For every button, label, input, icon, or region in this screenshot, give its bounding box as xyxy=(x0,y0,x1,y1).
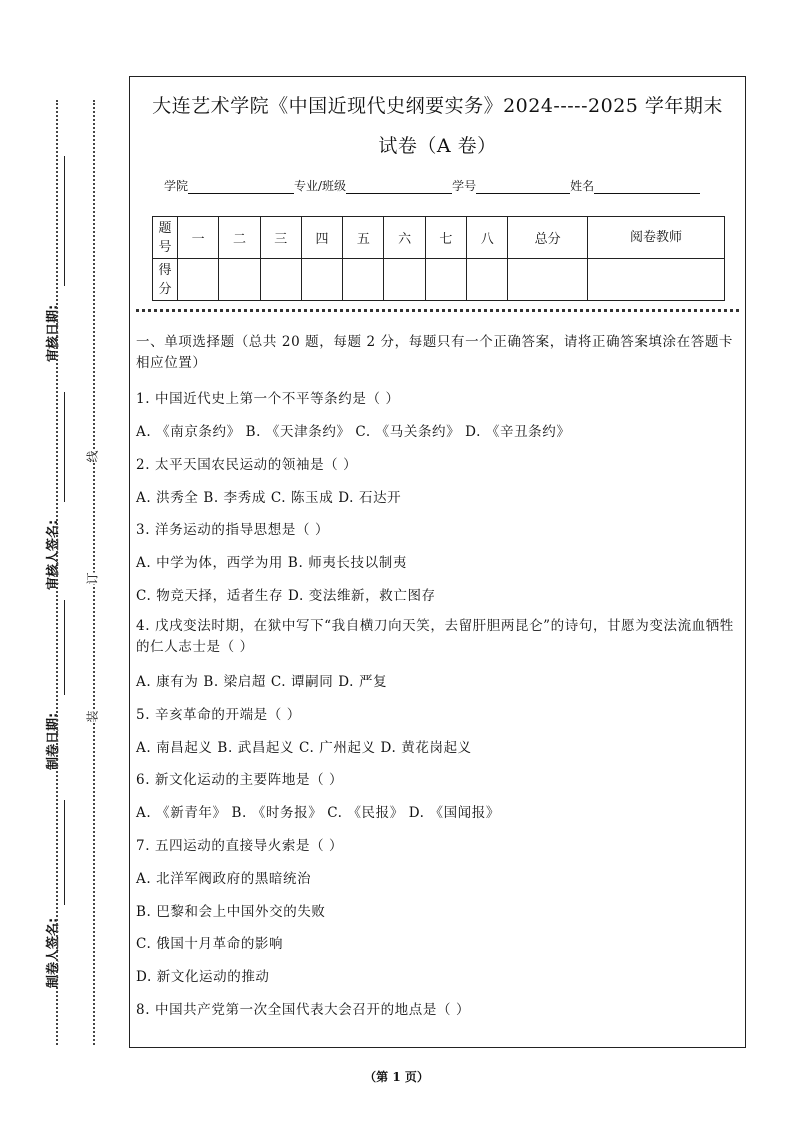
reviewer-date-label: 审核日期: xyxy=(46,304,61,362)
score-header-cell: 题号 xyxy=(153,217,178,259)
question-3-options-2: C. 物竞天择，适者生存 D. 变法维新，救亡图存 xyxy=(136,588,436,604)
score-table xyxy=(152,216,725,301)
field-name-blank[interactable] xyxy=(594,181,700,194)
reviewer-date-line xyxy=(64,156,65,286)
score-header-row xyxy=(153,217,725,259)
field-id-blank[interactable] xyxy=(476,181,570,194)
maker-sign-line xyxy=(64,800,65,905)
bind-word-line: 线 xyxy=(82,450,103,462)
reviewer-sign-label: 审核人签名: xyxy=(46,519,61,590)
field-college-blank[interactable] xyxy=(188,181,294,194)
outer-dotted-line xyxy=(56,100,58,1045)
score-cell[interactable] xyxy=(260,259,301,301)
field-name-label: 姓名 xyxy=(570,179,595,193)
question-7-option-c: C. 俄国十月革命的影响 xyxy=(136,936,284,952)
field-id-label: 学号 xyxy=(452,179,477,193)
score-header-cell: 六 xyxy=(384,217,425,259)
score-cell[interactable] xyxy=(219,259,260,301)
score-cell[interactable] xyxy=(425,259,466,301)
question-3-options-1: A. 中学为体，西学为用 B. 师夷长技以制夷 xyxy=(136,555,407,571)
maker-sign-label: 制卷人签名: xyxy=(46,917,61,988)
question-7: 7. 五四运动的直接导火索是（ ） xyxy=(136,838,344,854)
score-row-label: 得分 xyxy=(153,259,178,301)
score-header-cell: 八 xyxy=(467,217,508,259)
question-5-options: A. 南昌起义 B. 武昌起义 C. 广州起义 D. 黄花岗起义 xyxy=(136,740,472,756)
field-major-blank[interactable] xyxy=(346,181,452,194)
score-header-cell: 四 xyxy=(301,217,342,259)
exam-frame xyxy=(129,76,746,1048)
score-header-cell: 阅卷教师 xyxy=(588,217,725,259)
score-cell[interactable] xyxy=(467,259,508,301)
score-cell[interactable] xyxy=(588,259,725,301)
exam-title-line2: 试卷（A 卷） xyxy=(378,135,497,157)
maker-date-label: 制卷日期: xyxy=(46,712,61,770)
score-value-row xyxy=(153,259,725,301)
score-header-cell: 二 xyxy=(219,217,260,259)
question-2: 2. 太平天国农民运动的领袖是（ ） xyxy=(136,457,358,473)
score-header-cell: 七 xyxy=(425,217,466,259)
score-cell[interactable] xyxy=(343,259,384,301)
section-separator xyxy=(136,309,739,312)
question-4: 4. 戊戌变法时期，在狱中写下“我自横刀向天笑，去留肝胆两昆仑”的诗句，甘愿为变法流血牺牲的仁人志士是（ ） xyxy=(136,618,734,655)
score-header-cell: 一 xyxy=(178,217,219,259)
score-header-cell: 五 xyxy=(343,217,384,259)
field-college-label: 学院 xyxy=(164,179,189,193)
maker-date-line xyxy=(64,600,65,695)
question-1: 1. 中国近代史上第一个不平等条约是（ ） xyxy=(136,391,400,407)
bind-word-order: 订 xyxy=(82,572,103,584)
question-7-option-d: D. 新文化运动的推动 xyxy=(136,969,270,985)
field-major-label: 专业/班级 xyxy=(294,179,347,193)
exam-title-line1: 大连艺术学院《中国近现代史纲要实务》2024-----2025 学年期末 xyxy=(152,95,723,117)
page-number: （第 1 页） xyxy=(364,1070,429,1084)
section-heading: 一、单项选择题（总共 20 题，每题 2 分，每题只有一个正确答案，请将正确答案填涂在答题卡相应位置） xyxy=(136,334,734,371)
binding-margin xyxy=(20,100,68,1050)
question-5: 5. 辛亥革命的开端是（ ） xyxy=(136,707,301,723)
score-cell[interactable] xyxy=(508,259,588,301)
question-7-option-b: B. 巴黎和会上中国外交的失败 xyxy=(136,904,326,920)
question-4-options: A. 康有为 B. 梁启超 C. 谭嗣同 D. 严复 xyxy=(136,674,388,690)
question-3: 3. 洋务运动的指导思想是（ ） xyxy=(136,522,330,538)
reviewer-sign-line xyxy=(64,392,65,502)
question-6-options: A. 《新青年》 B. 《时务报》 C. 《民报》 D. 《国闻报》 xyxy=(136,805,500,821)
score-cell[interactable] xyxy=(178,259,219,301)
question-1-options: A. 《南京条约》 B. 《天津条约》 C. 《马关条约》 D. 《辛丑条约》 xyxy=(136,424,571,440)
question-8: 8. 中国共产党第一次全国代表大会召开的地点是（ ） xyxy=(136,1002,471,1018)
score-cell[interactable] xyxy=(384,259,425,301)
bind-word-install: 装 xyxy=(82,710,103,722)
score-cell[interactable] xyxy=(301,259,342,301)
question-2-options: A. 洪秀全 B. 李秀成 C. 陈玉成 D. 石达开 xyxy=(136,490,402,506)
score-header-cell: 总分 xyxy=(508,217,588,259)
score-header-cell: 三 xyxy=(260,217,301,259)
question-7-option-a: A. 北洋军阀政府的黑暗统治 xyxy=(136,871,312,887)
question-6: 6. 新文化运动的主要阵地是（ ） xyxy=(136,772,344,788)
student-info xyxy=(164,177,700,194)
